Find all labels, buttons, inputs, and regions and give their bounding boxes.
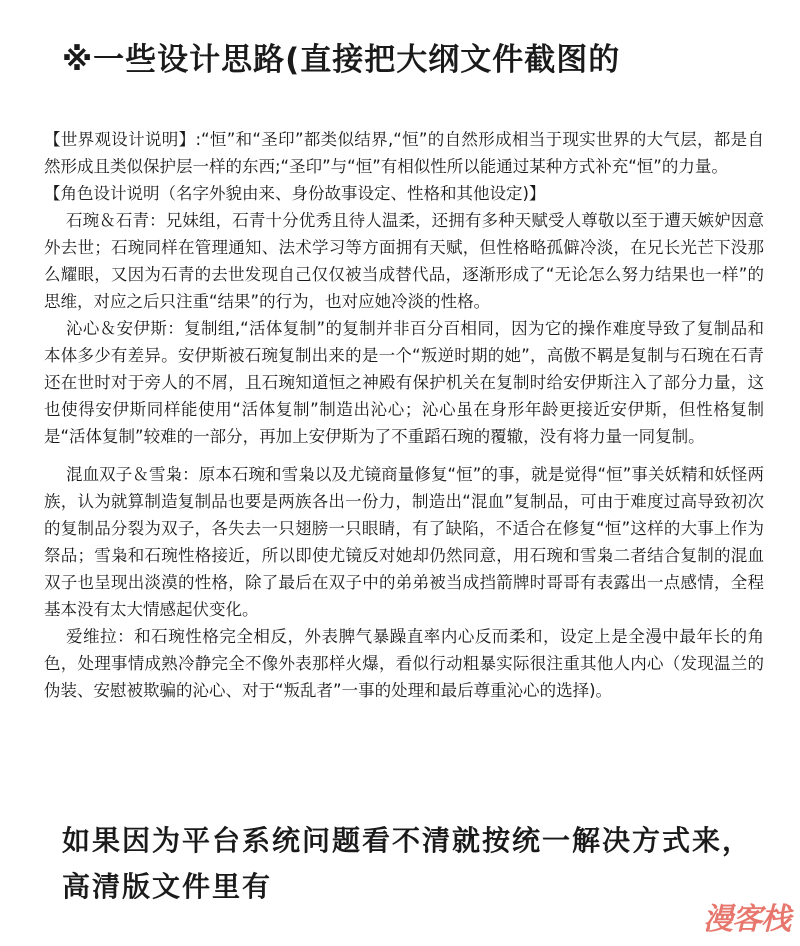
character-section-title: 【角色设计说明（名字外貌由来、身份故事设定、性格和其他设定)】 [44, 184, 546, 203]
page-heading: ※一些设计思路(直接把大纲文件截图的 [62, 42, 621, 78]
footer-note: 如果因为平台系统问题看不清就按统一解决方式来，高清版文件里有 [62, 824, 753, 903]
twins-xuexiao-paragraph: 混血双子＆雪枭：原本石琬和雪枭以及尤镜商量修复“恒”的事，就是觉得“恒”事关妖精和妖怪两族，认为就算制造复制品也要是两族各出一份力，制造出“混血”复制品，可由于难度过高导致初次的复制品分裂为双子，各失去一只翅膀一只眼睛，有了缺陷，不适合在修复“恒”这样的大事上作为祭品；雪枭和石琬性格接近，所以即使尤镜反对她却仍然同意，用石琬和雪枭二者结合复制的混血双子也呈现出淡漠的性格，除了最后在双子中的弟弟被当成挡箭牌时哥哥有表露出一点感情，全程基本没有太大情感起伏变化。 [44, 465, 764, 619]
outline-content [44, 126, 764, 704]
qinxin-anyisi-paragraph: 沁心＆安伊斯：复制组,“活体复制”的复制并非百分百相同，因为它的操作难度导致了复制品和本体多少有差异。安伊斯被石琬复制出来的是一个“叛逆时期的她”，高傲不羁是复制与石琬在石青还在世时对于旁人的不屑，且石琬知道恒之神殿有保护机关在复制时给安伊斯注入了部分力量，这也使得安伊斯同样能使用“活体复制”制造出沁心；沁心虽在身形年龄更接近安伊斯，但性格复制是“活体复制”较难的一部分，再加上安伊斯为了不重蹈石琬的覆辙，没有将力量一同复制。 [44, 319, 764, 446]
aiweila-paragraph: 爱维拉：和石琬性格完全相反，外表脾气暴躁直率内心反而柔和，设定上是全漫中最年长的角色，处理事情成熟冷静完全不像外表那样火爆，看似行动粗暴实际很注重其他人内心（发现温兰的伪装、安慰被欺骗的沁心、对于“叛乱者”一事的处理和最后尊重沁心的选择)。 [44, 627, 764, 700]
shiwan-shiqing-paragraph: 石琬＆石青：兄妹组，石青十分优秀且待人温柔，还拥有多种天赋受人尊敬以至于遭天嫉妒因意外去世；石琬同样在管理通知、法术学习等方面拥有天赋，但性格略孤僻冷淡，在兄长光芒下没那么耀眼，又因为石青的去世发现自己仅仅被当成替代品，逐渐形成了“无论怎么努力结果也一样”的思维，对应之后只注重“结果”的行为，也对应她冷淡的性格。 [44, 211, 764, 311]
watermark-logo: 漫客栈 [703, 902, 790, 937]
worldview-paragraph: 【世界观设计说明】:“恒”和“圣印”都类似结界,“恒”的自然形成相当于现实世界的大气层，都是自然形成且类似保护层一样的东西;“圣印”与“恒”有相似性所以能通过某种方式补充“恒”的力量。 [44, 130, 764, 176]
